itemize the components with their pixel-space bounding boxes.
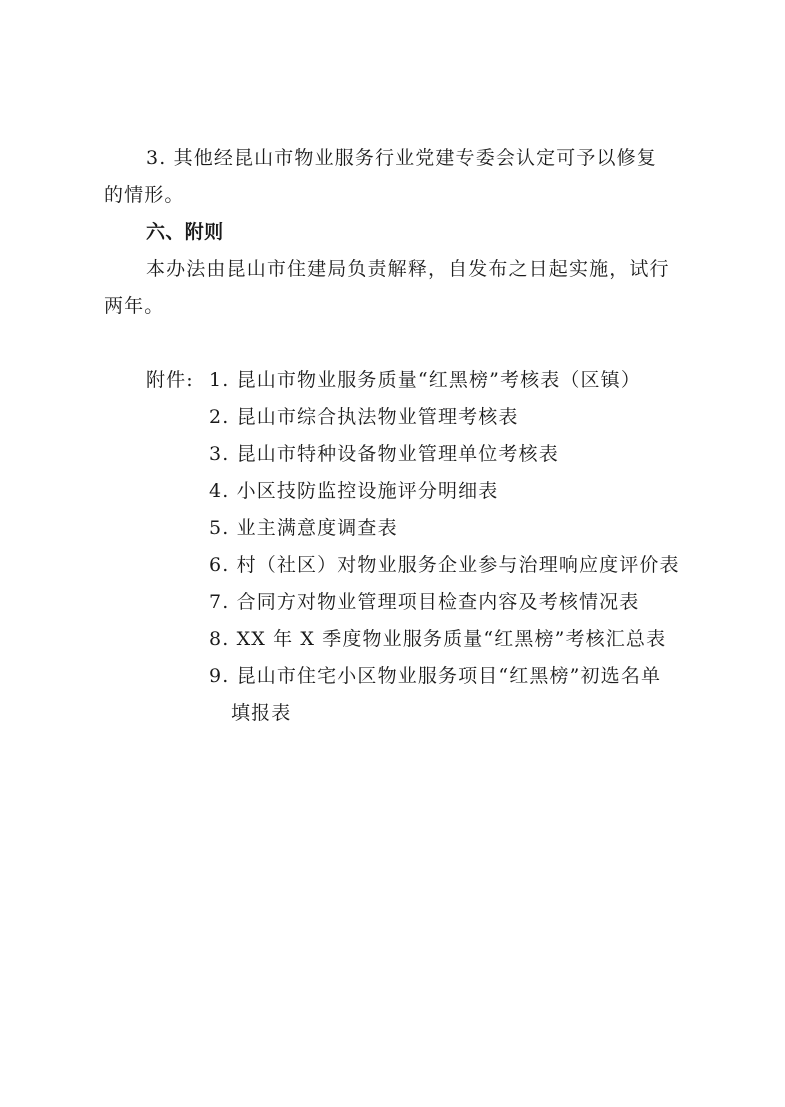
attachment-item-3: 3. 昆山市特种设备物业管理单位考核表: [209, 443, 559, 465]
paragraph-3-line-1: 3. 其他经昆山市物业服务行业党建专委会认定可予以修复: [146, 147, 657, 169]
attachment-item-9-continuation: 填报表: [231, 702, 292, 724]
attachment-item-9: 9. 昆山市住宅小区物业服务项目“红黑榜”初选名单: [209, 665, 662, 687]
attachment-item-5: 5. 业主满意度调查表: [209, 517, 398, 539]
paragraph-3-line-2: 的情形。: [104, 184, 185, 206]
closing-paragraph-line-2: 两年。: [104, 295, 165, 317]
attachment-item-8: 8. XX 年 X 季度物业服务质量“红黑榜”考核汇总表: [209, 628, 667, 650]
section-heading-supplementary-provisions: 六、附则: [146, 221, 224, 243]
attachments-label: 附件:: [146, 369, 194, 391]
attachment-item-4: 4. 小区技防监控设施评分明细表: [209, 480, 499, 502]
attachment-item-1: 1. 昆山市物业服务质量“红黑榜”考核表（区镇）: [209, 369, 641, 391]
attachment-item-7: 7. 合同方对物业管理项目检查内容及考核情况表: [209, 591, 640, 613]
attachment-item-6: 6. 村（社区）对物业服务企业参与治理响应度评价表: [209, 554, 680, 576]
closing-paragraph-line-1: 本办法由昆山市住建局负责解释，自发布之日起实施，试行: [146, 258, 670, 280]
attachment-item-2: 2. 昆山市综合执法物业管理考核表: [209, 406, 519, 428]
